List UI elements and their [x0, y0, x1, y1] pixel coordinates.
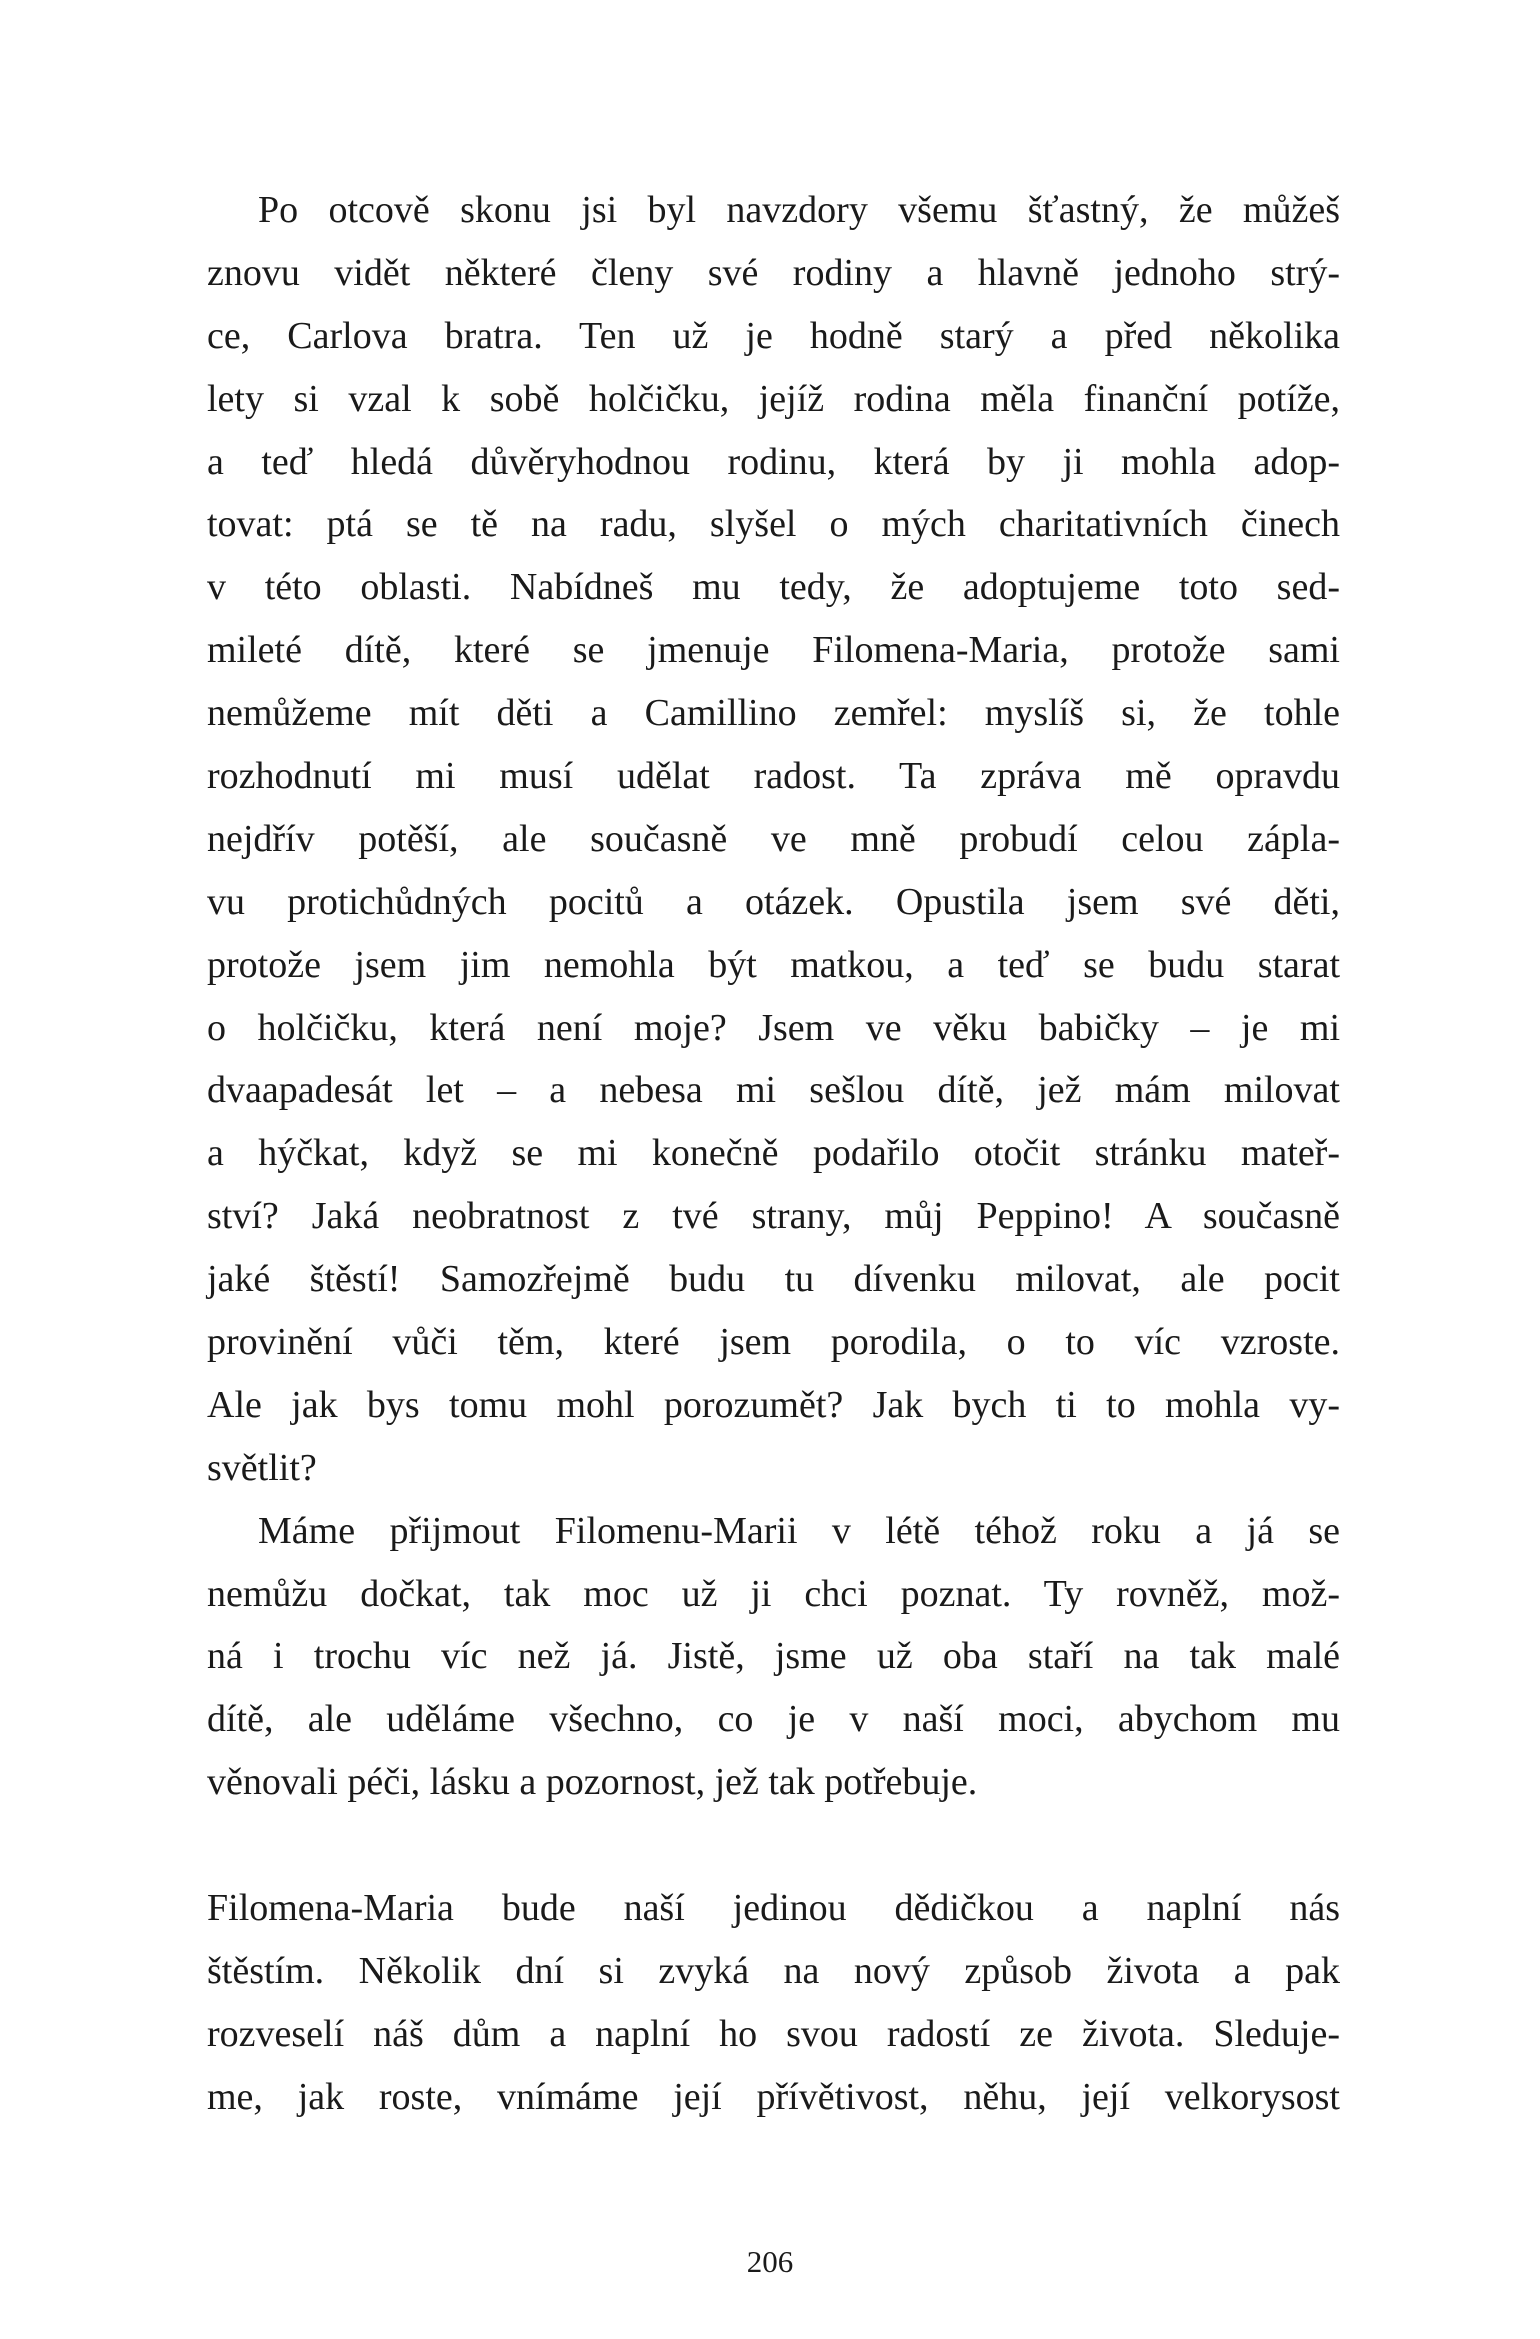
text-line: rozhodnutí mi musí udělat radost. Ta zpráva mě opravdu	[207, 755, 1340, 798]
text-line: rozveselí náš dům a naplní ho svou radostí ze života. Sleduje-	[207, 2012, 1340, 2055]
text-line: Ale jak bys tomu mohl porozumět? Jak bych ti to mohla vy-	[207, 1383, 1340, 1426]
text-line: dítě, ale uděláme všechno, co je v naší moci, abychom mu	[207, 1698, 1340, 1741]
text-line: provinění vůči těm, které jsem porodila, o to víc vzroste.	[207, 1321, 1340, 1364]
text-line: a hýčkat, když se mi konečně podařilo otočit stránku mateř-	[207, 1132, 1340, 1175]
text-line: nemůžu dočkat, tak moc už ji chci poznat. Ty rovněž, mož-	[207, 1572, 1340, 1615]
text-line: Po otcově skonu jsi byl navzdory všemu šťastný, že můžeš	[258, 189, 1340, 231]
text-line: tovat: ptá se tě na radu, slyšel o mých charitativních činech	[207, 503, 1340, 546]
text-line: me, jak roste, vnímáme její přívětivost, něhu, její velkorysost	[207, 2075, 1340, 2118]
text-line: dvaapadesát let – a nebesa mi sešlou dítě, jež mám milovat	[207, 1069, 1340, 1112]
text-line: znovu vidět některé členy své rodiny a hlavně jednoho strý-	[207, 251, 1340, 294]
text-line: a teď hledá důvěryhodnou rodinu, která by ji mohla adop-	[207, 440, 1340, 483]
text-line: Máme přijmout Filomenu-Marii v létě téhož roku a já se	[258, 1509, 1340, 1552]
text-line: o holčičku, která není moje? Jsem ve věku babičky – je mi	[207, 1006, 1340, 1049]
text-line: ná i trochu víc než já. Jistě, jsme už oba staří na tak malé	[207, 1635, 1340, 1678]
text-line: štěstím. Několik dní si zvyká na nový způsob života a pak	[207, 1949, 1340, 1992]
text-line: ství? Jaká neobratnost z tvé strany, můj Peppino! A současně	[207, 1195, 1340, 1238]
section-break	[207, 1814, 1340, 1877]
text-line: Filomena-Maria bude naší jedinou dědičkou a naplní nás	[207, 1887, 1340, 1930]
body-text	[207, 179, 1340, 2129]
text-line: nemůžeme mít děti a Camillino zemřel: myslíš si, že tohle	[207, 692, 1340, 735]
text-line: ce, Carlova bratra. Ten už je hodně starý a před několika	[207, 314, 1340, 357]
paragraph	[207, 1500, 1340, 1814]
text-line: světlit?	[207, 1446, 317, 1489]
text-line: mileté dítě, které se jmenuje Filomena-Maria, protože sami	[207, 629, 1340, 672]
text-line: věnovali péči, lásku a pozornost, jež tak potřebuje.	[207, 1761, 978, 1804]
paragraph	[207, 1877, 1340, 2129]
text-line: nejdřív potěší, ale současně ve mně probudí celou zápla-	[207, 817, 1340, 860]
text-line: protože jsem jim nemohla být matkou, a teď se budu starat	[207, 943, 1340, 986]
page-number: 206	[746, 2244, 794, 2279]
text-line: v této oblasti. Nabídneš mu tedy, že adoptujeme toto sed-	[207, 566, 1340, 609]
text-line: vu protichůdných pocitů a otázek. Opustila jsem své děti,	[207, 880, 1340, 923]
paragraph	[207, 179, 1340, 1500]
text-line: lety si vzal k sobě holčičku, jejíž rodina měla finanční potíže,	[207, 377, 1340, 420]
text-line: jaké štěstí! Samozřejmě budu tu dívenku milovat, ale pocit	[207, 1258, 1340, 1301]
